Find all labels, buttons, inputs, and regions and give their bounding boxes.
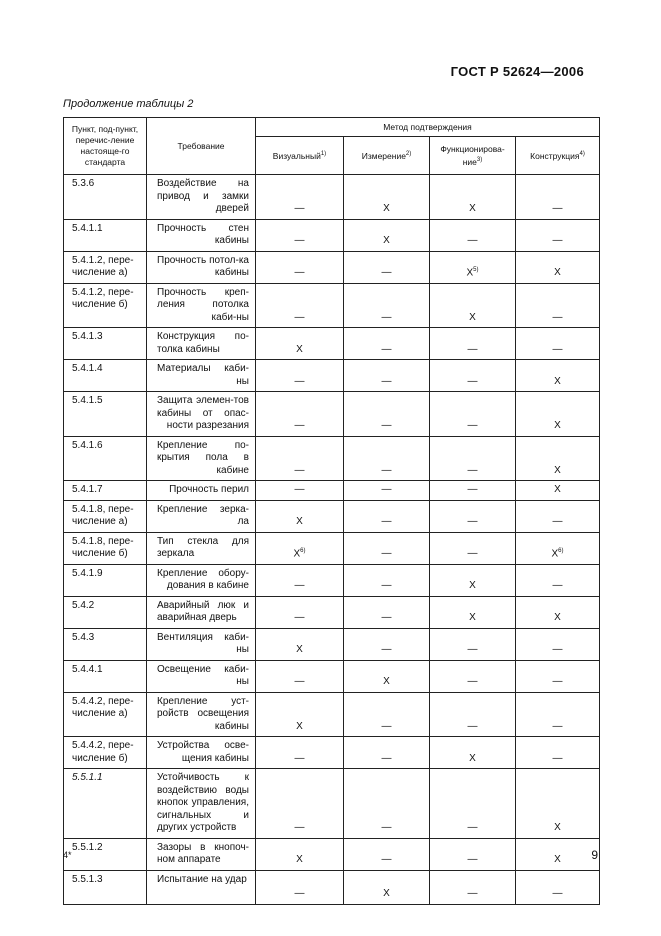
method-mark: — [381, 720, 392, 732]
method-mark-cell [516, 436, 600, 481]
method-mark-cell [256, 692, 344, 737]
method-mark-cell [256, 436, 344, 481]
method-mark-cell [344, 870, 430, 904]
method-mark-cell [430, 532, 516, 564]
table-row [64, 175, 600, 220]
method-mark-cell [344, 660, 430, 692]
method-mark: — [552, 343, 563, 355]
method-mark-cell [256, 564, 344, 596]
table-caption: Продолжение таблицы 2 [63, 98, 194, 110]
method-mark-cell [516, 838, 600, 870]
method-mark-cell [256, 532, 344, 564]
method-mark: X [293, 548, 301, 559]
method-mark: — [381, 612, 392, 623]
method-mark: X [554, 420, 561, 431]
method-mark-cell [344, 392, 430, 437]
clause-cell: 5.5.1.2 [64, 838, 147, 870]
method-mark-cell [430, 660, 516, 692]
header-requirement: Требование [147, 118, 256, 175]
method-mark: — [294, 464, 305, 476]
method-mark: X [296, 644, 303, 655]
table-row [64, 532, 600, 564]
method-mark: — [552, 644, 563, 655]
header-method-group: Метод подтверждения [256, 118, 600, 137]
method-mark: — [552, 752, 563, 764]
method-mark-cell [256, 328, 344, 360]
method-mark-cell [430, 596, 516, 628]
method-mark: — [294, 375, 305, 387]
requirement-cell: Прочность стен кабины [147, 219, 256, 251]
requirement-cell: Зазоры в кнопоч-ном аппарате [147, 838, 256, 870]
requirement-cell: Конструкция по-толка кабины [147, 328, 256, 360]
clause-cell: 5.5.1.3 [64, 870, 147, 904]
method-mark-cell [516, 251, 600, 283]
table-row [64, 769, 600, 839]
method-mark: — [381, 420, 392, 431]
method-mark-cell [256, 481, 344, 501]
method-mark: — [381, 464, 392, 476]
method-mark: X [469, 203, 476, 214]
footnote-ref: 6) [300, 547, 306, 554]
method-mark-cell [344, 436, 430, 481]
page-number: 9 [591, 848, 598, 862]
method-mark-cell [256, 769, 344, 839]
method-mark-cell [516, 532, 600, 564]
method-mark: — [294, 676, 305, 687]
footnote-ref: 6) [558, 547, 564, 554]
method-mark: X [296, 516, 303, 527]
method-mark-cell [430, 838, 516, 870]
method-mark-cell [430, 283, 516, 328]
method-mark: — [381, 343, 392, 355]
requirement-cell: Устойчивость к воздействию воды кнопок управления, сигнальных и других устройств [147, 769, 256, 839]
method-mark: X [554, 854, 561, 865]
requirement-cell: Прочность перил [147, 481, 256, 501]
method-mark: — [467, 343, 478, 355]
method-mark: — [381, 644, 392, 655]
method-mark-cell [516, 628, 600, 660]
method-mark: X [296, 720, 303, 732]
requirement-cell: Крепление зерка-ла [147, 500, 256, 532]
table-row [64, 564, 600, 596]
header-point: Пункт, под-пункт, перечис-ление настояще-го стандарта [64, 118, 147, 175]
method-mark: — [381, 311, 392, 323]
method-mark: — [294, 267, 305, 278]
method-mark-cell [516, 564, 600, 596]
method-mark: — [552, 235, 563, 246]
standard-number: ГОСТ Р 52624—2006 [450, 64, 584, 79]
method-mark-cell [516, 219, 600, 251]
method-mark-cell [344, 769, 430, 839]
method-mark: — [294, 752, 305, 764]
table-row [64, 283, 600, 328]
table-row [64, 737, 600, 769]
requirement-cell: Крепление обору-дования в кабине [147, 564, 256, 596]
method-mark-cell [256, 219, 344, 251]
method-mark-cell [430, 392, 516, 437]
clause-cell: 5.4.2 [64, 596, 147, 628]
table-row [64, 481, 600, 501]
requirement-cell: Крепление по-крытия пола в кабине [147, 436, 256, 481]
method-mark-cell [256, 628, 344, 660]
table-row [64, 360, 600, 392]
method-mark: — [467, 375, 478, 387]
method-mark-cell [430, 251, 516, 283]
method-mark-cell [430, 175, 516, 220]
method-mark: X [469, 752, 476, 764]
header-method-construction [516, 137, 600, 175]
method-mark: — [552, 203, 563, 214]
method-mark-cell [516, 283, 600, 328]
method-mark: — [467, 420, 478, 431]
method-mark-cell [516, 769, 600, 839]
method-mark: X [554, 464, 561, 476]
method-mark-cell [256, 737, 344, 769]
method-mark: — [467, 548, 478, 559]
table-row [64, 328, 600, 360]
method-mark-cell [344, 500, 430, 532]
method-mark-cell [430, 564, 516, 596]
method-mark-cell [430, 481, 516, 501]
method-mark: — [467, 888, 478, 899]
table-row [64, 500, 600, 532]
requirement-cell: Воздействие на привод и замки дверей [147, 175, 256, 220]
method-mark: — [381, 854, 392, 865]
clause-cell: 5.4.1.2, пере-числение а) [64, 251, 147, 283]
method-mark: X [551, 548, 559, 559]
method-mark: — [381, 375, 392, 387]
requirement-cell: Испытание на удар [147, 870, 256, 904]
method-mark: — [467, 822, 478, 833]
method-mark: X [554, 822, 561, 833]
requirement-cell: Вентиляция каби-ны [147, 628, 256, 660]
method-mark: — [467, 644, 478, 655]
method-mark-cell [344, 596, 430, 628]
method-label: Конструкция [530, 150, 580, 161]
method-mark-cell [344, 532, 430, 564]
clause-cell: 5.4.1.9 [64, 564, 147, 596]
method-mark-cell [256, 360, 344, 392]
table-row [64, 219, 600, 251]
method-mark-cell [344, 360, 430, 392]
method-mark: X [383, 676, 390, 687]
method-mark-cell [516, 392, 600, 437]
method-mark-cell [256, 283, 344, 328]
method-mark: — [294, 203, 305, 214]
method-mark: X [554, 612, 561, 623]
footnote-ref: 1) [320, 151, 327, 158]
method-mark: — [467, 854, 478, 865]
clause-cell: 5.4.1.8, пере-числение а) [64, 500, 147, 532]
method-label: Функционирова-ние [440, 143, 505, 167]
method-mark: — [294, 311, 305, 323]
table-row [64, 251, 600, 283]
method-mark-cell [256, 660, 344, 692]
requirement-cell: Прочность креп-ления потолка каби-ны [147, 283, 256, 328]
table-row [64, 628, 600, 660]
footnote-ref: 5) [473, 266, 479, 273]
method-mark: — [294, 822, 305, 833]
method-mark: X [383, 203, 390, 214]
table-row [64, 870, 600, 904]
method-mark-cell [256, 500, 344, 532]
method-mark: X [296, 854, 303, 865]
method-mark: X [469, 311, 476, 323]
table-row [64, 596, 600, 628]
method-mark-cell [344, 219, 430, 251]
clause-cell: 5.4.1.2, пере-числение б) [64, 283, 147, 328]
footnote-ref: 4) [579, 151, 585, 158]
requirement-cell: Освещение каби-ны [147, 660, 256, 692]
method-mark: — [381, 516, 392, 527]
table-row [64, 660, 600, 692]
method-mark-cell [516, 175, 600, 220]
method-mark-cell [256, 175, 344, 220]
method-mark-cell [430, 692, 516, 737]
header-method-measurement [344, 137, 430, 175]
method-mark-cell [516, 360, 600, 392]
method-mark-cell [344, 328, 430, 360]
method-mark-cell [430, 628, 516, 660]
method-mark: X [554, 375, 561, 387]
method-mark-cell [430, 360, 516, 392]
method-mark: — [467, 484, 478, 495]
requirement-cell: Материалы каби-ны [147, 360, 256, 392]
method-mark: — [552, 720, 563, 732]
clause-cell: 5.4.1.8, пере-числение б) [64, 532, 147, 564]
method-mark: — [467, 464, 478, 476]
method-mark: — [552, 311, 563, 323]
table-row [64, 692, 600, 737]
method-mark: — [381, 267, 392, 278]
method-mark-cell [516, 737, 600, 769]
method-mark-cell [344, 481, 430, 501]
header-method-visual [256, 137, 344, 175]
method-mark: — [294, 235, 305, 246]
method-mark: — [467, 676, 478, 687]
method-mark: — [294, 888, 305, 899]
method-mark-cell [430, 870, 516, 904]
method-mark-cell [256, 392, 344, 437]
method-label: Измерение [361, 150, 406, 161]
method-mark-cell [516, 481, 600, 501]
requirement-cell: Защита элемен-тов кабины от опас-ности разрезания [147, 392, 256, 437]
requirements-table [63, 117, 600, 905]
clause-cell: 5.4.1.6 [64, 436, 147, 481]
clause-cell: 5.4.1.4 [64, 360, 147, 392]
method-mark: — [294, 580, 305, 591]
method-mark-cell [430, 436, 516, 481]
header-method-function [430, 137, 516, 175]
method-mark-cell [256, 870, 344, 904]
method-mark: X [383, 235, 390, 246]
method-mark: X [554, 267, 561, 278]
method-mark: — [294, 612, 305, 623]
method-mark-cell [256, 838, 344, 870]
method-mark: X [466, 267, 474, 278]
method-mark: — [552, 516, 563, 527]
method-mark: — [381, 548, 392, 559]
method-mark-cell [516, 500, 600, 532]
table-row [64, 392, 600, 437]
method-mark-cell [256, 596, 344, 628]
method-mark-cell [344, 564, 430, 596]
method-mark-cell [516, 660, 600, 692]
method-mark: — [467, 235, 478, 246]
requirement-cell: Крепление уст-ройств освещения кабины [147, 692, 256, 737]
method-mark: — [552, 676, 563, 687]
clause-cell: 5.4.1.5 [64, 392, 147, 437]
requirement-cell: Устройства осве-щения кабины [147, 737, 256, 769]
method-mark-cell [516, 692, 600, 737]
method-mark-cell [344, 737, 430, 769]
clause-cell: 5.5.1.1 [64, 769, 147, 839]
method-mark-cell [430, 769, 516, 839]
method-mark: — [381, 822, 392, 833]
method-mark-cell [430, 219, 516, 251]
method-mark-cell [256, 251, 344, 283]
clause-cell: 5.4.1.7 [64, 481, 147, 501]
clause-cell: 5.4.3 [64, 628, 147, 660]
method-mark: X [383, 888, 390, 899]
method-mark: — [552, 888, 563, 899]
method-mark: X [469, 612, 476, 623]
requirement-cell: Тип стекла для зеркала [147, 532, 256, 564]
method-mark: — [381, 484, 392, 495]
footer-mark: 4* [63, 850, 72, 860]
clause-cell: 5.4.4.2, пере-числение б) [64, 737, 147, 769]
clause-cell: 5.4.4.1 [64, 660, 147, 692]
method-label: Визуальный [272, 150, 321, 161]
method-mark-cell [344, 175, 430, 220]
method-mark: — [467, 720, 478, 732]
method-mark: — [381, 580, 392, 591]
clause-cell: 5.3.6 [64, 175, 147, 220]
table-row [64, 838, 600, 870]
method-mark-cell [344, 251, 430, 283]
method-mark: X [554, 484, 561, 495]
method-mark: X [296, 343, 303, 355]
method-mark-cell [430, 328, 516, 360]
method-mark-cell [344, 628, 430, 660]
method-mark-cell [516, 328, 600, 360]
method-mark-cell [516, 596, 600, 628]
requirement-cell: Аварийный люк и аварийная дверь [147, 596, 256, 628]
clause-cell: 5.4.4.2, пере-числение а) [64, 692, 147, 737]
method-mark-cell [344, 283, 430, 328]
method-mark: — [294, 420, 305, 431]
footnote-ref: 3) [476, 156, 483, 163]
method-mark-cell [344, 692, 430, 737]
method-mark: — [467, 516, 478, 527]
method-mark: — [294, 484, 305, 495]
footnote-ref: 2) [405, 151, 412, 158]
method-mark-cell [430, 500, 516, 532]
requirement-cell: Прочность потол-ка кабины [147, 251, 256, 283]
method-mark: — [552, 580, 563, 591]
clause-cell: 5.4.1.3 [64, 328, 147, 360]
clause-cell: 5.4.1.1 [64, 219, 147, 251]
method-mark-cell [344, 838, 430, 870]
table-row [64, 436, 600, 481]
method-mark: — [381, 752, 392, 764]
method-mark: X [469, 580, 476, 591]
method-mark-cell [516, 870, 600, 904]
method-mark-cell [430, 737, 516, 769]
